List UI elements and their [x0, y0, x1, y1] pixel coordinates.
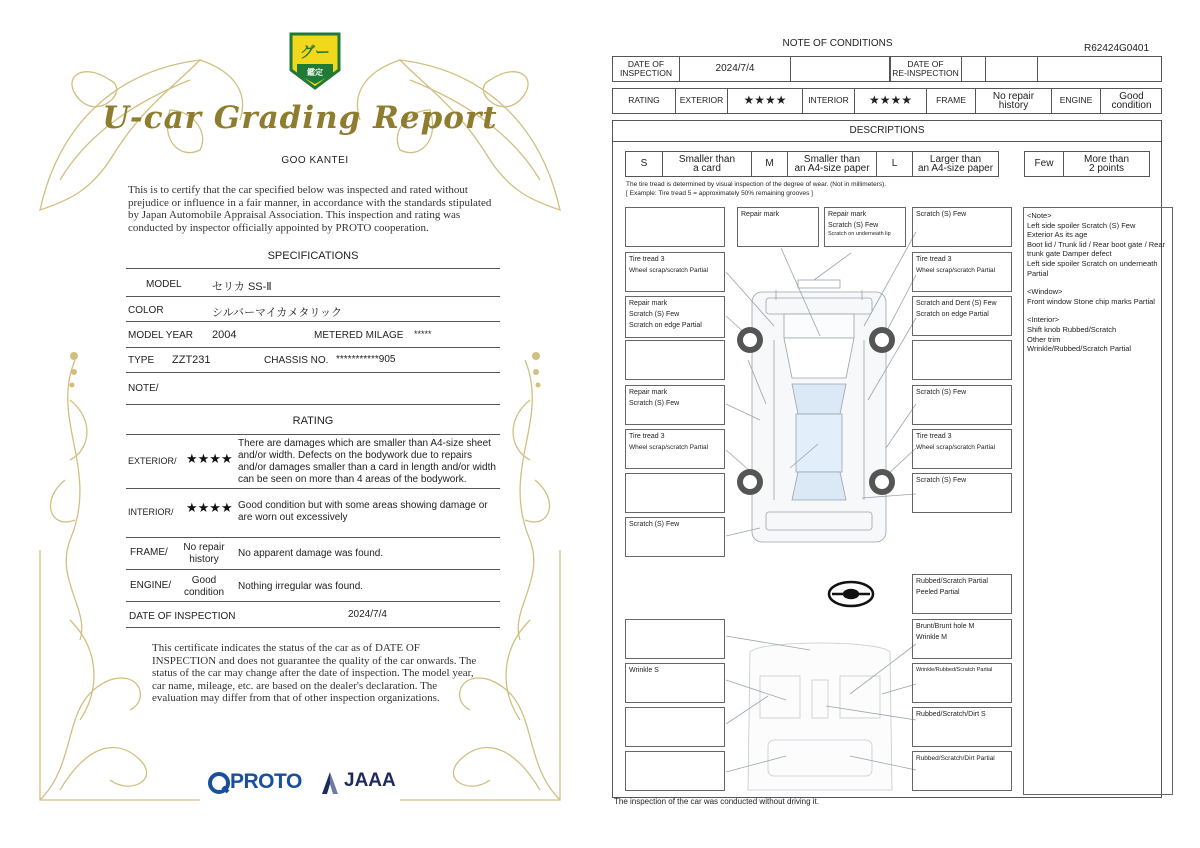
damage-box-steering-wheel: [912, 574, 1012, 614]
tire-tread-note: The tire tread is determined by visual inspection of the degree of wear. (Not in millimeters).: [626, 181, 887, 188]
badge-subtext: 鑑定: [307, 68, 323, 77]
damage-box-front-seat: [912, 619, 1012, 659]
damage-box-front-bumper: [824, 207, 906, 247]
damage-box-roof: [737, 207, 819, 247]
engine-value-line2: condition: [183, 587, 225, 598]
box-line: Rubbed/Scratch Partial: [916, 578, 988, 585]
frame-value-line1: No repair: [183, 542, 225, 553]
box-line: Scratch on edge Partial: [629, 322, 702, 329]
divider: [126, 268, 500, 269]
legend-line: Smaller than: [678, 153, 736, 165]
damage-box-left-front-fender: [625, 296, 725, 338]
damage-box-center-console: [912, 707, 1012, 747]
damage-box-empty: [625, 619, 725, 659]
damage-box-left-rear-tire: [625, 429, 725, 469]
engine-description: Nothing irregular was found.: [238, 581, 364, 592]
model-label: MODEL: [146, 279, 182, 290]
note-item: Boot lid / Trunk lid / Rear boot gate / Rear trunk gate Damper defect: [1027, 239, 1165, 259]
specifications-heading: SPECIFICATIONS: [267, 250, 359, 262]
badge-text: グー: [299, 43, 331, 61]
jaaa-logo: JAAA: [344, 770, 396, 791]
box-line: Repair mark: [828, 211, 867, 218]
color-value: シルバーマイカメタリック: [212, 307, 342, 319]
jaaa-logo-icon: [318, 770, 342, 796]
box-line: Repair mark: [629, 300, 668, 307]
frame-value-line2: history: [189, 554, 219, 565]
box-line: Scratch (S) Few: [629, 521, 680, 528]
interior-description: Good condition but with some areas showing damage or are worn out excessively: [238, 500, 488, 523]
frame-value: [176, 542, 232, 566]
divider: [126, 601, 500, 602]
damage-box-right-front-fender: [912, 296, 1012, 336]
chassis-label: CHASSIS NO.: [264, 355, 329, 366]
engine-label: ENGINE: [1051, 89, 1100, 113]
divider: [126, 627, 500, 628]
exterior-label: EXTERIOR: [675, 89, 727, 113]
box-line: Brunt/Brunt hole M: [916, 623, 975, 630]
damage-box-left-front-tire: [625, 252, 725, 292]
frame-value-line1: No repair: [992, 90, 1035, 102]
metered-mileage-label: METERED MILAGE: [314, 330, 404, 341]
metered-mileage-value: *****: [414, 329, 432, 339]
legend-line: Smaller than: [803, 153, 861, 165]
engine-value-line1: Good: [1119, 90, 1144, 102]
engine-label: ENGINE/: [130, 580, 172, 591]
legend-line: 2 points: [1088, 163, 1125, 174]
note-item: Left side spoiler Scratch on underneath Partial: [1027, 258, 1158, 278]
interior-section: [1027, 315, 1169, 353]
damage-box-rear-seat: [912, 751, 1012, 791]
divider: [126, 321, 500, 322]
damage-box-empty: [625, 707, 725, 747]
engine-value-line2: condition: [1111, 100, 1152, 111]
divider: [126, 404, 500, 405]
interior-item: Other trim: [1027, 334, 1061, 344]
box-line: Tire tread 3: [629, 256, 665, 263]
legend-m: M: [751, 152, 787, 176]
model-year-label: MODEL YEAR: [128, 330, 194, 341]
legend-line: an A4-size paper: [794, 163, 870, 174]
box-line: Scratch on underneath lip: [828, 231, 891, 237]
box-line: Wrinkle S: [629, 667, 659, 674]
conditions-title: NOTE OF CONDITIONS: [782, 38, 893, 49]
box-line: Scratch (S) Few: [916, 477, 967, 484]
box-line: Scratch (S) Few: [629, 400, 680, 407]
damage-box-right-front-tire: [912, 252, 1012, 292]
damage-box-door-trim: [912, 663, 1012, 703]
box-line: Wheel scrap/scratch Partial: [916, 267, 996, 274]
goo-kantei-badge: [287, 30, 343, 92]
window-item: Front window Stone chip marks Partial: [1027, 296, 1155, 306]
notes-panel: [1023, 207, 1173, 795]
note-section: [1027, 211, 1169, 278]
type-label: TYPE: [128, 355, 155, 366]
divider: [126, 537, 500, 538]
note-heading: <Note>: [1027, 211, 1052, 220]
divider: [126, 296, 500, 297]
damage-box-right-rear: [912, 473, 1012, 513]
exterior-stars: ★★★★: [727, 89, 802, 113]
legend-line: Larger than: [929, 153, 982, 165]
damage-box-empty: [625, 751, 725, 791]
rating-label: RATING: [628, 95, 660, 106]
descriptions-heading: DESCRIPTIONS: [612, 120, 1162, 142]
damage-box-right-rear-tire: [912, 429, 1012, 469]
engine-value-line1: Good: [191, 575, 217, 586]
reference-number: R62424G0401: [1084, 43, 1150, 54]
box-line: Scratch on edge Partial: [916, 311, 989, 318]
frame-value-line2: history: [998, 100, 1029, 111]
interior-item: Wrinkle/Rubbed/Scratch Partial: [1027, 344, 1132, 354]
legend-line: More than: [1083, 153, 1130, 165]
damage-box-empty: [625, 340, 725, 380]
certificate-disclaimer: This certificate indicates the status of the car as of DATE OF INSPECTION and does not guarantee the quality of the car onwards. The status of the car may change after the date of inspection. The model year, car name, mileage, etc. are based on the dealer's declaration. The evaluation may differ from that of other inspection organizations.: [152, 642, 477, 704]
note-of-conditions: [600, 0, 1200, 848]
steering-wheel-icon: [829, 582, 873, 606]
interior-label: INTERIOR: [802, 89, 854, 113]
box-line: Scratch (S) Few: [916, 211, 967, 218]
box-line: Tire tread 3: [629, 433, 665, 440]
box-line: Scratch (S) Few: [629, 311, 680, 318]
damage-box-right-front: [912, 207, 1012, 247]
date-inspection-value: 2024/7/4: [679, 57, 790, 81]
model-value: セリカ SS-Ⅱ: [212, 281, 272, 293]
type-value: ZZT231: [172, 354, 211, 366]
damage-box-empty: [912, 340, 1012, 380]
box-line: Scratch and Dent (S) Few: [916, 300, 997, 307]
frame-label: FRAME: [926, 89, 975, 113]
interior-item: Shift knob Rubbed/Scratch: [1027, 324, 1117, 334]
box-line: Tire tread 3: [916, 256, 952, 263]
tire-tread-example: [ Example: Tire tread 5 = approximately 50% remaining grooves ]: [626, 190, 813, 197]
damage-box-left-door: [625, 385, 725, 425]
note-item: Exterior As its age: [1027, 230, 1088, 240]
interior-stars: ★★★★: [854, 89, 926, 113]
window-section: [1027, 287, 1169, 306]
exterior-label: EXTERIOR/: [128, 456, 177, 466]
divider: [126, 372, 500, 373]
box-line: Wrinkle M: [916, 634, 947, 641]
damage-box-empty: [625, 473, 725, 513]
certification-statement: This is to certify that the car specified below was inspected and rated without prejudice or influence in a fair manner, in accordance with the standards stipulated by Japan Automobile Appraisal Association. This inspection and rating was conducted by inspector officially appointed by PROTO cooperation.: [128, 184, 492, 234]
box-line: Rubbed/Scratch/Dirt Partial: [916, 755, 995, 762]
box-line: Rubbed/Scratch/Dirt S: [916, 711, 986, 718]
report-title: U-car Grading Report: [102, 100, 498, 136]
legend-s: S: [640, 158, 648, 170]
label-line: RE-INSPECTION: [892, 68, 959, 78]
window-heading: <Window>: [1027, 287, 1063, 297]
divider: [126, 569, 500, 570]
divider: [126, 347, 500, 348]
damage-box-right-door: [912, 385, 1012, 425]
model-year-value: 2004: [212, 329, 237, 341]
date-of-inspection-value: 2024/7/4: [348, 609, 387, 620]
chassis-value: ***********905: [336, 354, 396, 365]
box-line: Scratch (S) Few: [828, 222, 879, 229]
legend-l: L: [876, 152, 912, 176]
box-line: Tire tread 3: [916, 433, 952, 440]
label-line: INSPECTION: [620, 68, 672, 78]
exterior-description: There are damages which are smaller than A4-size sheet and/or width. Defects on the bodywork due to repairs and/or damages smaller than a card in length and/or width can be seen on more than 4 areas of the bodywork.: [238, 438, 496, 485]
box-line: Repair mark: [629, 389, 668, 396]
exterior-stars: ★★★★: [186, 451, 233, 466]
box-line: Wheel scrap/scratch Partial: [629, 444, 709, 451]
damage-box-rear-left: [625, 517, 725, 557]
damage-box-empty: [625, 207, 725, 247]
report-subtitle: GOO KANTEI: [281, 155, 349, 166]
box-line: Peeled Partial: [916, 589, 960, 596]
legend-line: a card: [693, 163, 721, 174]
note-label: NOTE/: [128, 383, 159, 394]
box-line: Wheel scrap/scratch Partial: [629, 267, 709, 274]
box-line: Scratch (S) Few: [916, 389, 967, 396]
interior-label: INTERIOR/: [128, 507, 174, 517]
proto-logo: PROTO: [230, 770, 302, 793]
rating-heading: RATING: [292, 415, 334, 427]
color-label: COLOR: [128, 305, 164, 316]
note-item: Left side spoiler Scratch (S) Few: [1027, 220, 1136, 230]
legend-few: Few: [1034, 158, 1054, 170]
inspection-disclaimer: The inspection of the car was conducted without driving it.: [614, 797, 819, 806]
box-line: Wrinkle/Rubbed/Scratch Partial: [916, 667, 993, 673]
box-line: Repair mark: [741, 211, 780, 218]
label-line: DATE OF: [907, 58, 944, 69]
frame-description: No apparent damage was found.: [238, 548, 384, 559]
interior-stars: ★★★★: [186, 500, 233, 515]
date-of-inspection-label: DATE OF INSPECTION: [129, 611, 236, 622]
damage-box-driver-seat: [625, 663, 725, 703]
divider: [126, 434, 500, 435]
label-line: DATE OF: [627, 58, 665, 69]
interior-heading: <Interior>: [1027, 315, 1060, 325]
divider: [126, 488, 500, 489]
box-line: Wheel scrap/scratch Partial: [916, 444, 996, 451]
engine-value: [176, 575, 232, 599]
frame-label: FRAME/: [130, 547, 168, 558]
legend-line: an A4-size paper: [917, 163, 994, 174]
proto-logo-icon: [208, 772, 230, 794]
